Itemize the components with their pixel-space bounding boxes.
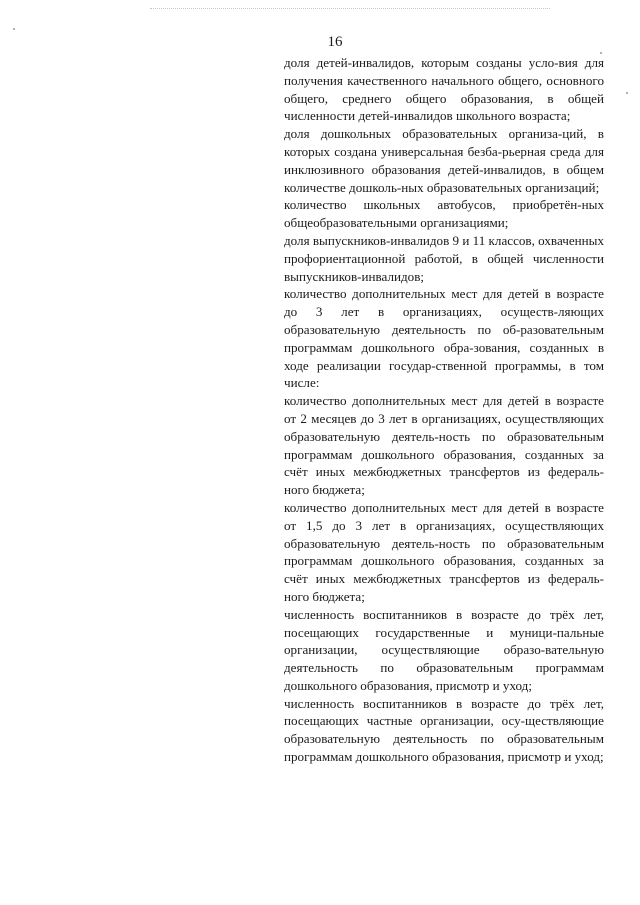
- scan-artifact-line: [150, 8, 550, 10]
- page-number: 16: [327, 34, 343, 50]
- list-item: количество дополнительных мест для детей в возрасте от 2 месяцев до 3 лет в организациях, осуществляющих образовательную деятель-ность по образовательным программам дошкольного образования, созданных за счёт иных межбюджетных трансфертов из федераль-ного бюджета;: [284, 393, 604, 498]
- list-item: доля выпускников-инвалидов 9 и 11 классов, охваченных профориентационной работой, в общей численности выпускников-инвалидов;: [284, 232, 604, 284]
- list-item: количество дополнительных мест для детей в возрасте от 1,5 до 3 лет в организациях, осуществляющих образовательную деятель-ность по образовательным программам дошкольного образования, созданных за счёт иных межбюджетных трансфертов из федераль-ного бюджета;: [284, 499, 604, 604]
- list-item: количество дополнительных мест для детей в возрасте до 3 лет в организациях, осуществ-ляющих образовательную деятельность по об-разовательным программам дошкольного обра-зования, созданных в ходе реализации государ-ственной программы, в том числе:: [284, 286, 604, 391]
- scan-speck: [13, 28, 15, 30]
- list-item: доля детей-инвалидов, которым созданы усло-вия для получения качественного начального общего, основного общего, среднего общего образования, в общей численности детей-инвалидов школьного возраста;: [284, 55, 604, 124]
- list-item: доля дошкольных образовательных организа-ций, в которых создана универсальная безба-рьерная среда для инклюзивного образования детей-инвалидов, в общем количестве дошколь-ных образовательных организаций;: [284, 126, 604, 195]
- scan-speck: [626, 92, 628, 94]
- list-item: численность воспитанников в возрасте до трёх лет, посещающих государственные и муници-пальные организации, осуществляющие образо-вательную деятельность по образовательным программам дошкольного образования, присмотр и уход;: [284, 606, 604, 693]
- document-text-column: [284, 54, 604, 766]
- list-item: численность воспитанников в возрасте до трёх лет, посещающих частные организации, осу-ществляющие образовательную деятельность по образовательным программам дошкольного образования, присмотр и уход;: [284, 695, 604, 765]
- list-item: количество школьных автобусов, приобретён-ных общеобразовательными организациями;: [284, 197, 604, 231]
